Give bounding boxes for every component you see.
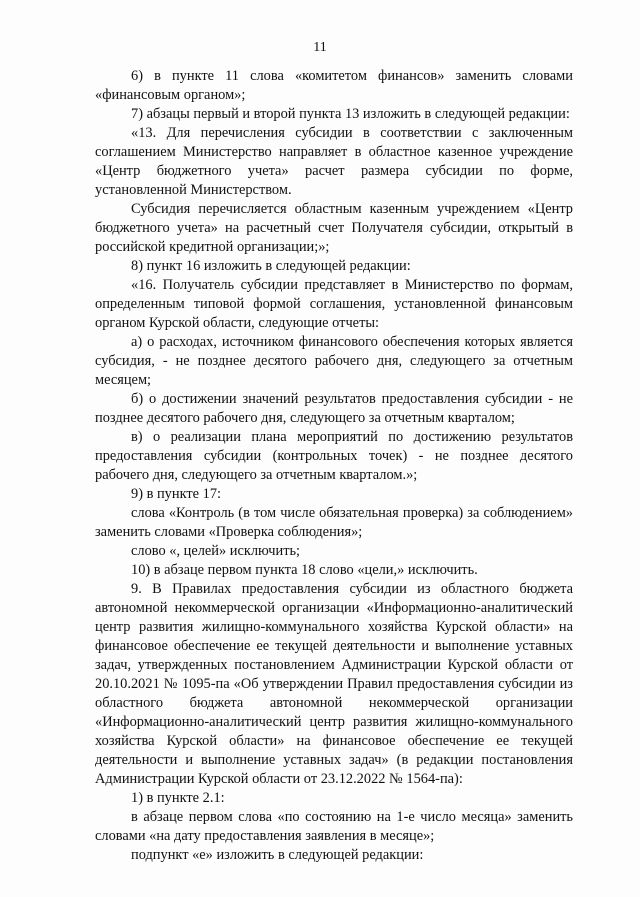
paragraph-item-1: 1) в пункте 2.1: bbox=[131, 790, 225, 806]
paragraph-subitem-e: подпункт «е» изложить в следующей редакции: bbox=[131, 847, 424, 863]
paragraph-subitem-v: в) о реализации плана мероприятий по достижению результатов предоставления субсидии (контрольных точек) - не позднее десятого рабочего дня, следующего за отчетным кварталом.»; bbox=[95, 429, 573, 483]
paragraph-item-6: 6) в пункте 11 слова «комитетом финансов» заменить словами «финансовым органом»; bbox=[95, 68, 573, 103]
paragraph-subsidy-transfer: Субсидия перечисляется областным казенным учреждением «Центр бюджетного учета» на расчетный счет Получателя субсидии, открытый в российской кредитной организации;»; bbox=[95, 201, 573, 255]
paragraph-quote-16: «16. Получатель субсидии представляет в Министерство по формам, определенным типовой формой соглашения, установленной финансовым органом Курской области, следующие отчеты: bbox=[95, 277, 573, 331]
paragraph-words-control: слова «Контроль (в том числе обязательная проверка) за соблюдением» заменить словами «Проверка соблюдения»; bbox=[95, 505, 573, 540]
paragraph-quote-13: «13. Для перечисления субсидии в соответствии с заключенным соглашением Министерство направляет в областное казенное учреждение «Центр бюджетного учета» расчет размера субсидии по форме, установленной Министерством. bbox=[95, 125, 573, 198]
paragraph-section-9: 9. В Правилах предоставления субсидии из областного бюджета автономной некоммерческой организации «Информационно-аналитический центр развития жилищно-коммунального хозяйства Курской области» на финансовое обеспечение ее текущей деятельности и выполнение уставных задач, утвержденных постановлением Администрации Курской области от 20.10.2021 № 1095-па «Об утверждении Правил предоставления субсидии из областного бюджета автономной некоммерческой организации «Информационно-аналитический центр развития жилищно-коммунального хозяйства Курской области» на финансовое обеспечение ее текущей деятельности и выполнение уставных задач» (в редакции постановления Администрации Курской области от 23.12.2022 № 1564-па): bbox=[95, 581, 573, 787]
paragraph-subitem-b: б) о достижении значений результатов предоставления субсидии - не позднее десятого рабочего дня, следующего за отчетным кварталом; bbox=[95, 391, 573, 426]
paragraph-first-indent: в абзаце первом слова «по состоянию на 1-е число месяца» заменить словами «на дату предоставления заявления в месяце»; bbox=[95, 809, 573, 844]
paragraph-item-9: 9) в пункте 17: bbox=[131, 486, 222, 502]
page-number: 11 bbox=[313, 40, 327, 55]
paragraph-item-10: 10) в абзаце первом пункта 18 слово «цели,» исключить. bbox=[131, 562, 478, 578]
paragraph-word-goals: слово «, целей» исключить; bbox=[131, 543, 301, 559]
document-body bbox=[95, 67, 573, 865]
paragraph-subitem-a: а) о расходах, источником финансового обеспечения которых является субсидия, - не позднее десятого рабочего дня, следующего за отчетным месяцем; bbox=[95, 334, 573, 388]
paragraph-item-7: 7) абзацы первый и второй пункта 13 изложить в следующей редакции: bbox=[131, 106, 570, 122]
paragraph-item-8: 8) пункт 16 изложить в следующей редакции: bbox=[131, 258, 411, 274]
